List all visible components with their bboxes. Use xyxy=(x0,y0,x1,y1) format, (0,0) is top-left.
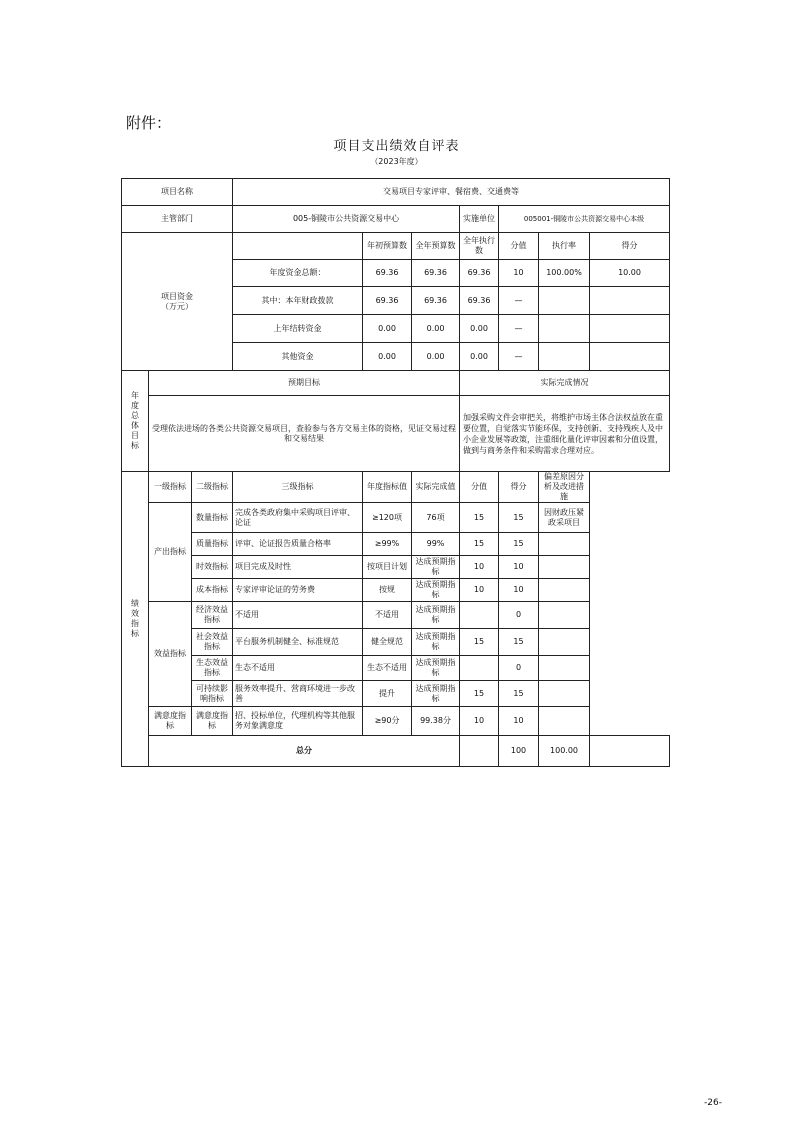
funds-header-rate: 执行率 xyxy=(539,233,590,260)
goals-actual-text: 加强采购文件会审把关，将维护市场主体合法权益放在重要位置，自觉落实节能环保，支持创新、支持残疾人及中小企业发展等政策，注重细化量化评审因素和分值设置，做到与商务条件和采购需求合理对应。 xyxy=(460,396,670,472)
indicator-actual: 达成预期指标 xyxy=(412,629,460,656)
indicator-reason xyxy=(539,629,590,656)
total-blank xyxy=(460,736,499,767)
indicator-weight xyxy=(460,602,499,629)
indicator-score: 10 xyxy=(499,556,539,579)
indicator-weight xyxy=(460,656,499,681)
funds-row-score xyxy=(590,343,670,371)
indicator-row xyxy=(122,556,670,579)
indicator-l3: 项目完成及时性 xyxy=(233,556,363,579)
funds-row-score xyxy=(590,287,670,315)
indicator-header-reason: 偏差原因分析及改进措施 xyxy=(539,472,590,503)
indicator-score: 10 xyxy=(499,707,539,736)
indicator-header-l3: 三级指标 xyxy=(233,472,363,503)
funds-row-score: 10.00 xyxy=(590,260,670,287)
indicator-row xyxy=(122,707,670,736)
impl-label: 实施单位 xyxy=(460,206,499,233)
indicator-weight: 10 xyxy=(460,707,499,736)
indicator-row xyxy=(122,629,670,656)
funds-row-annual: 0.00 xyxy=(412,343,460,371)
indicator-header-weight: 分值 xyxy=(460,472,499,503)
indicator-weight: 15 xyxy=(460,681,499,707)
indicator-target: 按规 xyxy=(363,579,412,602)
funds-row-weight: — xyxy=(499,315,539,343)
total-row xyxy=(122,736,670,767)
department-row xyxy=(122,206,670,233)
impl-value: 005001-铜陵市公共资源交易中心本级 xyxy=(499,206,670,233)
indicator-header-l2: 二级指标 xyxy=(192,472,233,503)
funds-row-weight: 10 xyxy=(499,260,539,287)
funds-row-annual: 69.36 xyxy=(412,287,460,315)
indicator-row xyxy=(122,602,670,629)
indicator-l3: 生态不适用 xyxy=(233,656,363,681)
indicator-target: 不适用 xyxy=(363,602,412,629)
funds-row-score xyxy=(590,315,670,343)
indicator-score: 15 xyxy=(499,503,539,533)
goals-actual-label: 实际完成情况 xyxy=(460,371,670,396)
indicator-actual: 达成预期指标 xyxy=(412,556,460,579)
table-subtitle: （2023年度） xyxy=(370,157,423,166)
goals-expected-text: 受理依法进场的各类公共资源交易项目，查验参与各方交易主体的资格，见证交易过程和交易结果 xyxy=(149,396,460,472)
indicator-target: ≥99% xyxy=(363,533,412,556)
funds-row-executed: 69.36 xyxy=(460,260,499,287)
indicator-actual: 达成预期指标 xyxy=(412,681,460,707)
funds-header-blank xyxy=(233,233,363,260)
funds-row-initial: 0.00 xyxy=(363,315,412,343)
indicator-reason xyxy=(539,556,590,579)
indicator-target: ≥120项 xyxy=(363,503,412,533)
output-indicator-label: 产出指标 xyxy=(149,503,192,602)
funds-row-annual: 0.00 xyxy=(412,315,460,343)
indicator-header-actual: 实际完成值 xyxy=(412,472,460,503)
funds-row-label: 其他资金 xyxy=(233,343,363,371)
indicator-weight: 10 xyxy=(460,556,499,579)
self-evaluation-table xyxy=(121,178,670,767)
page-number: -26- xyxy=(704,1098,722,1108)
indicator-weight: 15 xyxy=(460,533,499,556)
indicator-l3: 专家评审论证的劳务费 xyxy=(233,579,363,602)
indicator-row xyxy=(122,656,670,681)
indicator-actual: 76项 xyxy=(412,503,460,533)
indicator-reason xyxy=(539,681,590,707)
funds-row-initial: 69.36 xyxy=(363,260,412,287)
total-score: 100.00 xyxy=(539,736,590,767)
indicator-actual: 达成预期指标 xyxy=(412,579,460,602)
indicator-actual: 99% xyxy=(412,533,460,556)
indicator-actual: 达成预期指标 xyxy=(412,656,460,681)
funds-header-score: 得分 xyxy=(590,233,670,260)
indicator-l3: 不适用 xyxy=(233,602,363,629)
table-title: 项目支出绩效自评表 xyxy=(333,139,460,154)
indicator-target: 生态不适用 xyxy=(363,656,412,681)
indicator-header-l1: 一级指标 xyxy=(149,472,192,503)
indicator-reason xyxy=(539,579,590,602)
indicator-row xyxy=(122,533,670,556)
indicator-l2: 可持续影响指标 xyxy=(192,681,233,707)
funds-header-row xyxy=(122,233,670,260)
indicator-l2: 质量指标 xyxy=(192,533,233,556)
goals-expected-label: 预期目标 xyxy=(149,371,460,396)
indicator-reason: 因财政压紧政采项目 xyxy=(539,503,590,533)
funds-row-rate xyxy=(539,287,590,315)
indicator-reason xyxy=(539,656,590,681)
indicator-reason xyxy=(539,533,590,556)
indicator-l2: 时效指标 xyxy=(192,556,233,579)
funds-row-label: 年度资金总额： xyxy=(233,260,363,287)
indicator-header-score: 得分 xyxy=(499,472,539,503)
funds-row-weight: — xyxy=(499,343,539,371)
indicator-row xyxy=(122,681,670,707)
indicator-actual: 达成预期指标 xyxy=(412,602,460,629)
indicator-l2: 生态效益指标 xyxy=(192,656,233,681)
indicator-target: 按项目计划 xyxy=(363,556,412,579)
indicator-l2: 经济效益指标 xyxy=(192,602,233,629)
funds-header-initial: 年初预算数 xyxy=(363,233,412,260)
indicator-reason xyxy=(539,602,590,629)
funds-section-label: 项目资金 （万元） xyxy=(122,233,233,371)
indicator-score: 15 xyxy=(499,533,539,556)
indicator-score: 10 xyxy=(499,579,539,602)
satisfaction-indicator-label: 满意度指标 xyxy=(149,707,192,736)
indicator-header-target: 年度指标值 xyxy=(363,472,412,503)
indicator-score: 0 xyxy=(499,656,539,681)
funds-row-rate xyxy=(539,315,590,343)
funds-row-initial: 69.36 xyxy=(363,287,412,315)
indicator-row xyxy=(122,579,670,602)
project-name-value: 交易项目专家评审、餐宿费、交通费等 xyxy=(233,179,670,206)
dept-label: 主管部门 xyxy=(122,206,233,233)
indicator-l3: 平台服务机制健全、标准规范 xyxy=(233,629,363,656)
indicator-score: 15 xyxy=(499,681,539,707)
funds-row-rate: 100.00% xyxy=(539,260,590,287)
indicator-score: 15 xyxy=(499,629,539,656)
indicator-target: ≥90分 xyxy=(363,707,412,736)
funds-row-annual: 69.36 xyxy=(412,260,460,287)
goals-header-row xyxy=(122,371,670,396)
indicator-l2: 数量指标 xyxy=(192,503,233,533)
funds-row-executed: 0.00 xyxy=(460,343,499,371)
indicator-row xyxy=(122,503,670,533)
goals-content-row xyxy=(122,396,670,472)
indicator-l2: 社会效益指标 xyxy=(192,629,233,656)
funds-row-initial: 0.00 xyxy=(363,343,412,371)
indicator-l3: 服务效率提升、营商环境进一步改善 xyxy=(233,681,363,707)
goals-section-label: 年度总体目标 xyxy=(122,371,149,472)
funds-row-label: 其中：本年财政拨款 xyxy=(233,287,363,315)
dept-value: 005-铜陵市公共资源交易中心 xyxy=(233,206,460,233)
indicator-score: 0 xyxy=(499,602,539,629)
total-weight: 100 xyxy=(499,736,539,767)
indicator-section-label: 绩效指标 xyxy=(122,472,149,767)
indicator-weight: 10 xyxy=(460,579,499,602)
funds-row-weight: — xyxy=(499,287,539,315)
indicator-header-row xyxy=(122,472,670,503)
indicator-target: 健全规范 xyxy=(363,629,412,656)
total-reason-blank xyxy=(590,736,670,767)
funds-header-weight: 分值 xyxy=(499,233,539,260)
indicator-reason xyxy=(539,707,590,736)
funds-header-annual: 全年预算数 xyxy=(412,233,460,260)
indicator-weight: 15 xyxy=(460,503,499,533)
indicator-l2: 满意度指标 xyxy=(192,707,233,736)
funds-header-executed: 全年执行数 xyxy=(460,233,499,260)
indicator-l3: 招、投标单位，代理机构等其他服务对象满意度 xyxy=(233,707,363,736)
attachment-label: 附件： xyxy=(126,114,172,132)
funds-row-executed: 69.36 xyxy=(460,287,499,315)
indicator-actual: 99.38分 xyxy=(412,707,460,736)
benefit-indicator-label: 效益指标 xyxy=(149,602,192,707)
indicator-weight: 15 xyxy=(460,629,499,656)
funds-row-label: 上年结转资金 xyxy=(233,315,363,343)
indicator-l2: 成本指标 xyxy=(192,579,233,602)
funds-row-executed: 0.00 xyxy=(460,315,499,343)
total-label: 总分 xyxy=(149,736,460,767)
indicator-l3: 评审、论证报告质量合格率 xyxy=(233,533,363,556)
project-name-label: 项目名称 xyxy=(122,179,233,206)
project-name-row xyxy=(122,179,670,206)
indicator-l3: 完成各类政府集中采购项目评审、论证 xyxy=(233,503,363,533)
funds-row-rate xyxy=(539,343,590,371)
indicator-target: 提升 xyxy=(363,681,412,707)
